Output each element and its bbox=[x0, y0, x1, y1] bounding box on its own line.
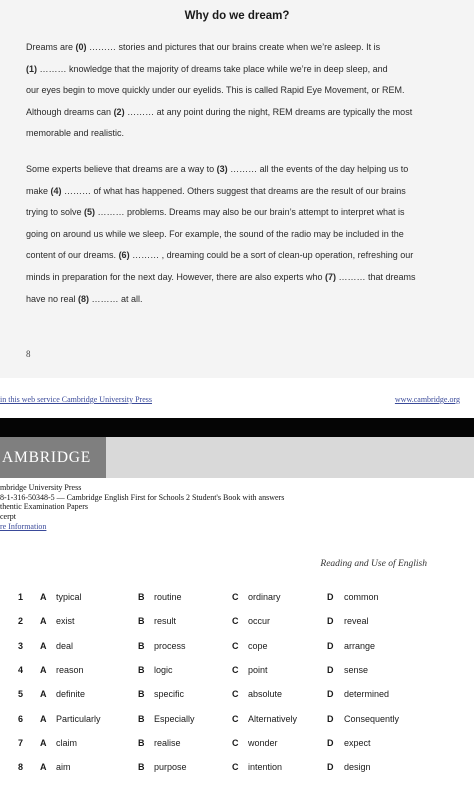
option-letter: B bbox=[138, 689, 145, 699]
option-text: Particularly bbox=[56, 714, 101, 724]
option-letter: C bbox=[232, 641, 239, 651]
option-letter: C bbox=[232, 738, 239, 748]
text-line: have no real (8) ……… at all. bbox=[26, 293, 143, 304]
option-text: Especially bbox=[154, 714, 195, 724]
option-letter: D bbox=[327, 616, 334, 626]
text-line: trying to solve (5) ……… problems. Dreams may also be our brain’s attempt to interpret what is bbox=[26, 207, 405, 218]
option-letter: B bbox=[138, 714, 145, 724]
option-text: design bbox=[344, 762, 371, 772]
option-text: reason bbox=[56, 665, 84, 675]
text-line: make (4) ……… of what has happened. Others suggest that dreams are the result of our brains bbox=[26, 185, 406, 196]
option-text: arrange bbox=[344, 641, 376, 651]
text-line: minds in preparation for the next day. However, there are also experts who (7) ……… that dreams bbox=[26, 271, 416, 282]
cambridge-website-link[interactable]: www.cambridge.org bbox=[394, 395, 460, 404]
option-text: logic bbox=[154, 665, 173, 675]
paragraph-2 bbox=[26, 159, 440, 310]
text-line: Some experts believe that dreams are a way to (3) ……… all the events of the day helping us to bbox=[26, 164, 409, 174]
option-letter: A bbox=[40, 738, 47, 748]
option-text: reveal bbox=[344, 616, 369, 626]
cambridge-logo-text: AMBRIDGE bbox=[2, 449, 92, 466]
page-number: 8 bbox=[26, 349, 31, 359]
option-text: claim bbox=[56, 738, 78, 748]
option-letter: D bbox=[327, 762, 334, 772]
page-title: Why do we dream? bbox=[184, 10, 290, 22]
option-text: occur bbox=[248, 616, 271, 626]
option-letter: D bbox=[327, 641, 334, 651]
option-text: process bbox=[154, 641, 186, 651]
option-letter: A bbox=[40, 714, 47, 724]
option-letter: B bbox=[138, 738, 145, 748]
option-text: deal bbox=[56, 641, 74, 651]
option-letter: C bbox=[232, 762, 239, 772]
option-text: result bbox=[154, 616, 177, 626]
more-information-link[interactable]: re Information bbox=[0, 521, 47, 531]
question-number: 4 bbox=[18, 665, 24, 675]
question-number: 1 bbox=[18, 592, 24, 602]
paragraph-1 bbox=[26, 37, 440, 145]
option-letter: D bbox=[327, 714, 334, 724]
series-line: thentic Examination Papers bbox=[0, 502, 88, 512]
cambridge-banner bbox=[0, 437, 474, 478]
question-number: 5 bbox=[18, 689, 24, 699]
option-text: determined bbox=[344, 689, 390, 699]
option-text: ordinary bbox=[248, 592, 281, 602]
text-line: memorable and realistic. bbox=[26, 128, 125, 139]
option-text: absolute bbox=[248, 689, 283, 699]
option-letter: C bbox=[232, 665, 239, 675]
text-line: Dreams are (0) ……… stories and pictures that our brains create when we’re asleep. It is bbox=[26, 42, 381, 52]
text-line: (1) ……… knowledge that the majority of dreams take place while we’re in deep sleep, and bbox=[26, 63, 388, 74]
option-letter: C bbox=[232, 616, 239, 626]
option-letter: A bbox=[40, 665, 47, 675]
text-line: Although dreams can (2) ……… at any point during the night, REM dreams are typically the most bbox=[26, 106, 413, 117]
option-text: realise bbox=[154, 738, 181, 748]
option-letter: C bbox=[232, 689, 239, 699]
option-text: common bbox=[344, 592, 379, 602]
book-info bbox=[0, 483, 284, 532]
option-text: exist bbox=[56, 616, 75, 626]
option-letter: A bbox=[40, 689, 47, 699]
option-letter: C bbox=[232, 714, 239, 724]
black-bar bbox=[0, 418, 474, 437]
question-number: 2 bbox=[18, 616, 24, 626]
option-letter: B bbox=[138, 641, 145, 651]
option-text: intention bbox=[248, 762, 283, 772]
option-letter: B bbox=[138, 592, 145, 602]
isbn-line: 8-1-316-50348-5 — Cambridge English First for Schools 2 Student's Book with answers bbox=[0, 492, 285, 502]
option-text: typical bbox=[56, 592, 82, 602]
option-letter: C bbox=[232, 592, 239, 602]
question-number: 6 bbox=[18, 714, 24, 724]
option-text: routine bbox=[154, 592, 182, 602]
text-line: our eyes begin to move quickly under our eyelids. This is called Rapid Eye Movement, or REM. bbox=[26, 85, 405, 96]
option-text: point bbox=[248, 665, 268, 675]
option-text: specific bbox=[154, 689, 185, 699]
option-text: Consequently bbox=[344, 714, 400, 724]
option-text: cope bbox=[248, 641, 268, 651]
text-line: going on around us while we sleep. For example, the sound of the radio may be included in the bbox=[26, 228, 404, 239]
question-number: 7 bbox=[18, 738, 24, 748]
excerpt-line: cerpt bbox=[0, 512, 16, 522]
option-text: aim bbox=[56, 762, 71, 772]
section-title: Reading and Use of English bbox=[320, 559, 427, 569]
option-text: sense bbox=[344, 665, 369, 675]
web-service-link[interactable]: in this web service Cambridge University Press bbox=[0, 395, 152, 404]
option-letter: D bbox=[327, 592, 334, 602]
option-text: definite bbox=[56, 689, 86, 699]
option-letter: D bbox=[327, 689, 334, 699]
option-letter: A bbox=[40, 762, 47, 772]
option-text: Alternatively bbox=[248, 714, 298, 724]
option-letter: A bbox=[40, 592, 47, 602]
option-letter: A bbox=[40, 616, 47, 626]
text-line: content of our dreams. (6) ……… , dreaming could be a sort of clean-up operation, refreshing our bbox=[26, 250, 414, 261]
option-letter: B bbox=[138, 762, 145, 772]
option-letter: B bbox=[138, 616, 145, 626]
footer-links bbox=[0, 395, 474, 407]
question-number: 8 bbox=[18, 762, 24, 772]
option-text: purpose bbox=[154, 762, 187, 772]
option-letter: A bbox=[40, 641, 47, 651]
option-letter: B bbox=[138, 665, 145, 675]
option-text: expect bbox=[344, 738, 371, 748]
publisher-line: mbridge University Press bbox=[0, 483, 82, 492]
option-letter: D bbox=[327, 738, 334, 748]
option-letter: D bbox=[327, 665, 334, 675]
option-text: wonder bbox=[248, 738, 278, 748]
question-number: 3 bbox=[18, 641, 24, 651]
